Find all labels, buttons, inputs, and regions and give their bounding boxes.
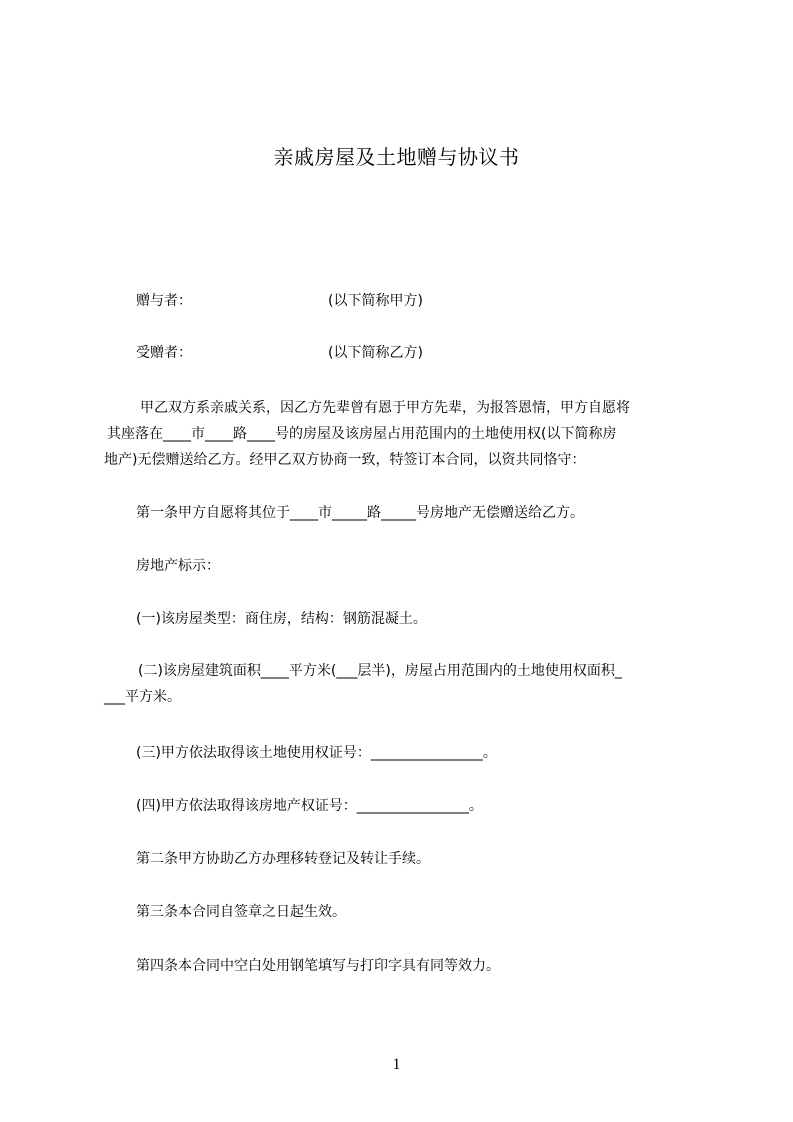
intro-line-3: 地产)无偿赠送给乙方。经甲乙双方协商一致，特签订本合同，以资共同恪守： <box>104 452 586 468</box>
intro-line-1: 甲乙双方系亲戚关系，因乙方先辈曾有恩于甲方先辈，为报答恩情，甲方自愿将 <box>140 400 630 416</box>
donor-line <box>136 291 536 311</box>
intro-paragraph <box>104 395 704 473</box>
page-number: 1 <box>392 1056 401 1073</box>
article-1: 第一条甲方自愿将其位于____市_____路_____号房地产无偿赠送给乙方。 <box>136 505 584 521</box>
article-2: 第二条甲方协助乙方办理移转登记及转让手续。 <box>136 851 430 867</box>
document-title: 亲戚房屋及土地赠与协议书 <box>273 145 520 169</box>
property-item-2-line-1: (二)该房屋建筑面积____平方米(___层半)，房屋占用范围内的土地使用权面积_ <box>138 663 622 679</box>
article-3: 第三条本合同自签章之日起生效。 <box>136 904 346 920</box>
property-heading: 房地产标示： <box>136 558 220 574</box>
donor-note: (以下简称甲方) <box>328 293 423 309</box>
donee-note: (以下简称乙方) <box>328 345 423 361</box>
donor-label: 赠与者： <box>136 293 192 309</box>
property-item-2-line-2: ___平方米。 <box>104 689 181 705</box>
intro-line-2: 其座落在____市____路____号的房屋及该房屋占用范围内的土地使用权(以下简称房 <box>107 426 617 442</box>
property-item-2 <box>104 658 704 710</box>
property-item-4: (四)甲方依法取得该房地产权证号：________________。 <box>136 798 483 814</box>
donee-line <box>136 343 536 363</box>
article-4: 第四条本合同中空白处用钢笔填写与打印字具有同等效力。 <box>136 958 500 974</box>
property-item-1: (一)该房屋类型：商住房，结构：钢筋混凝土。 <box>136 611 427 627</box>
donee-label: 受赠者： <box>136 345 192 361</box>
property-item-3: (三)甲方依法取得该土地使用权证号：________________。 <box>136 745 497 761</box>
